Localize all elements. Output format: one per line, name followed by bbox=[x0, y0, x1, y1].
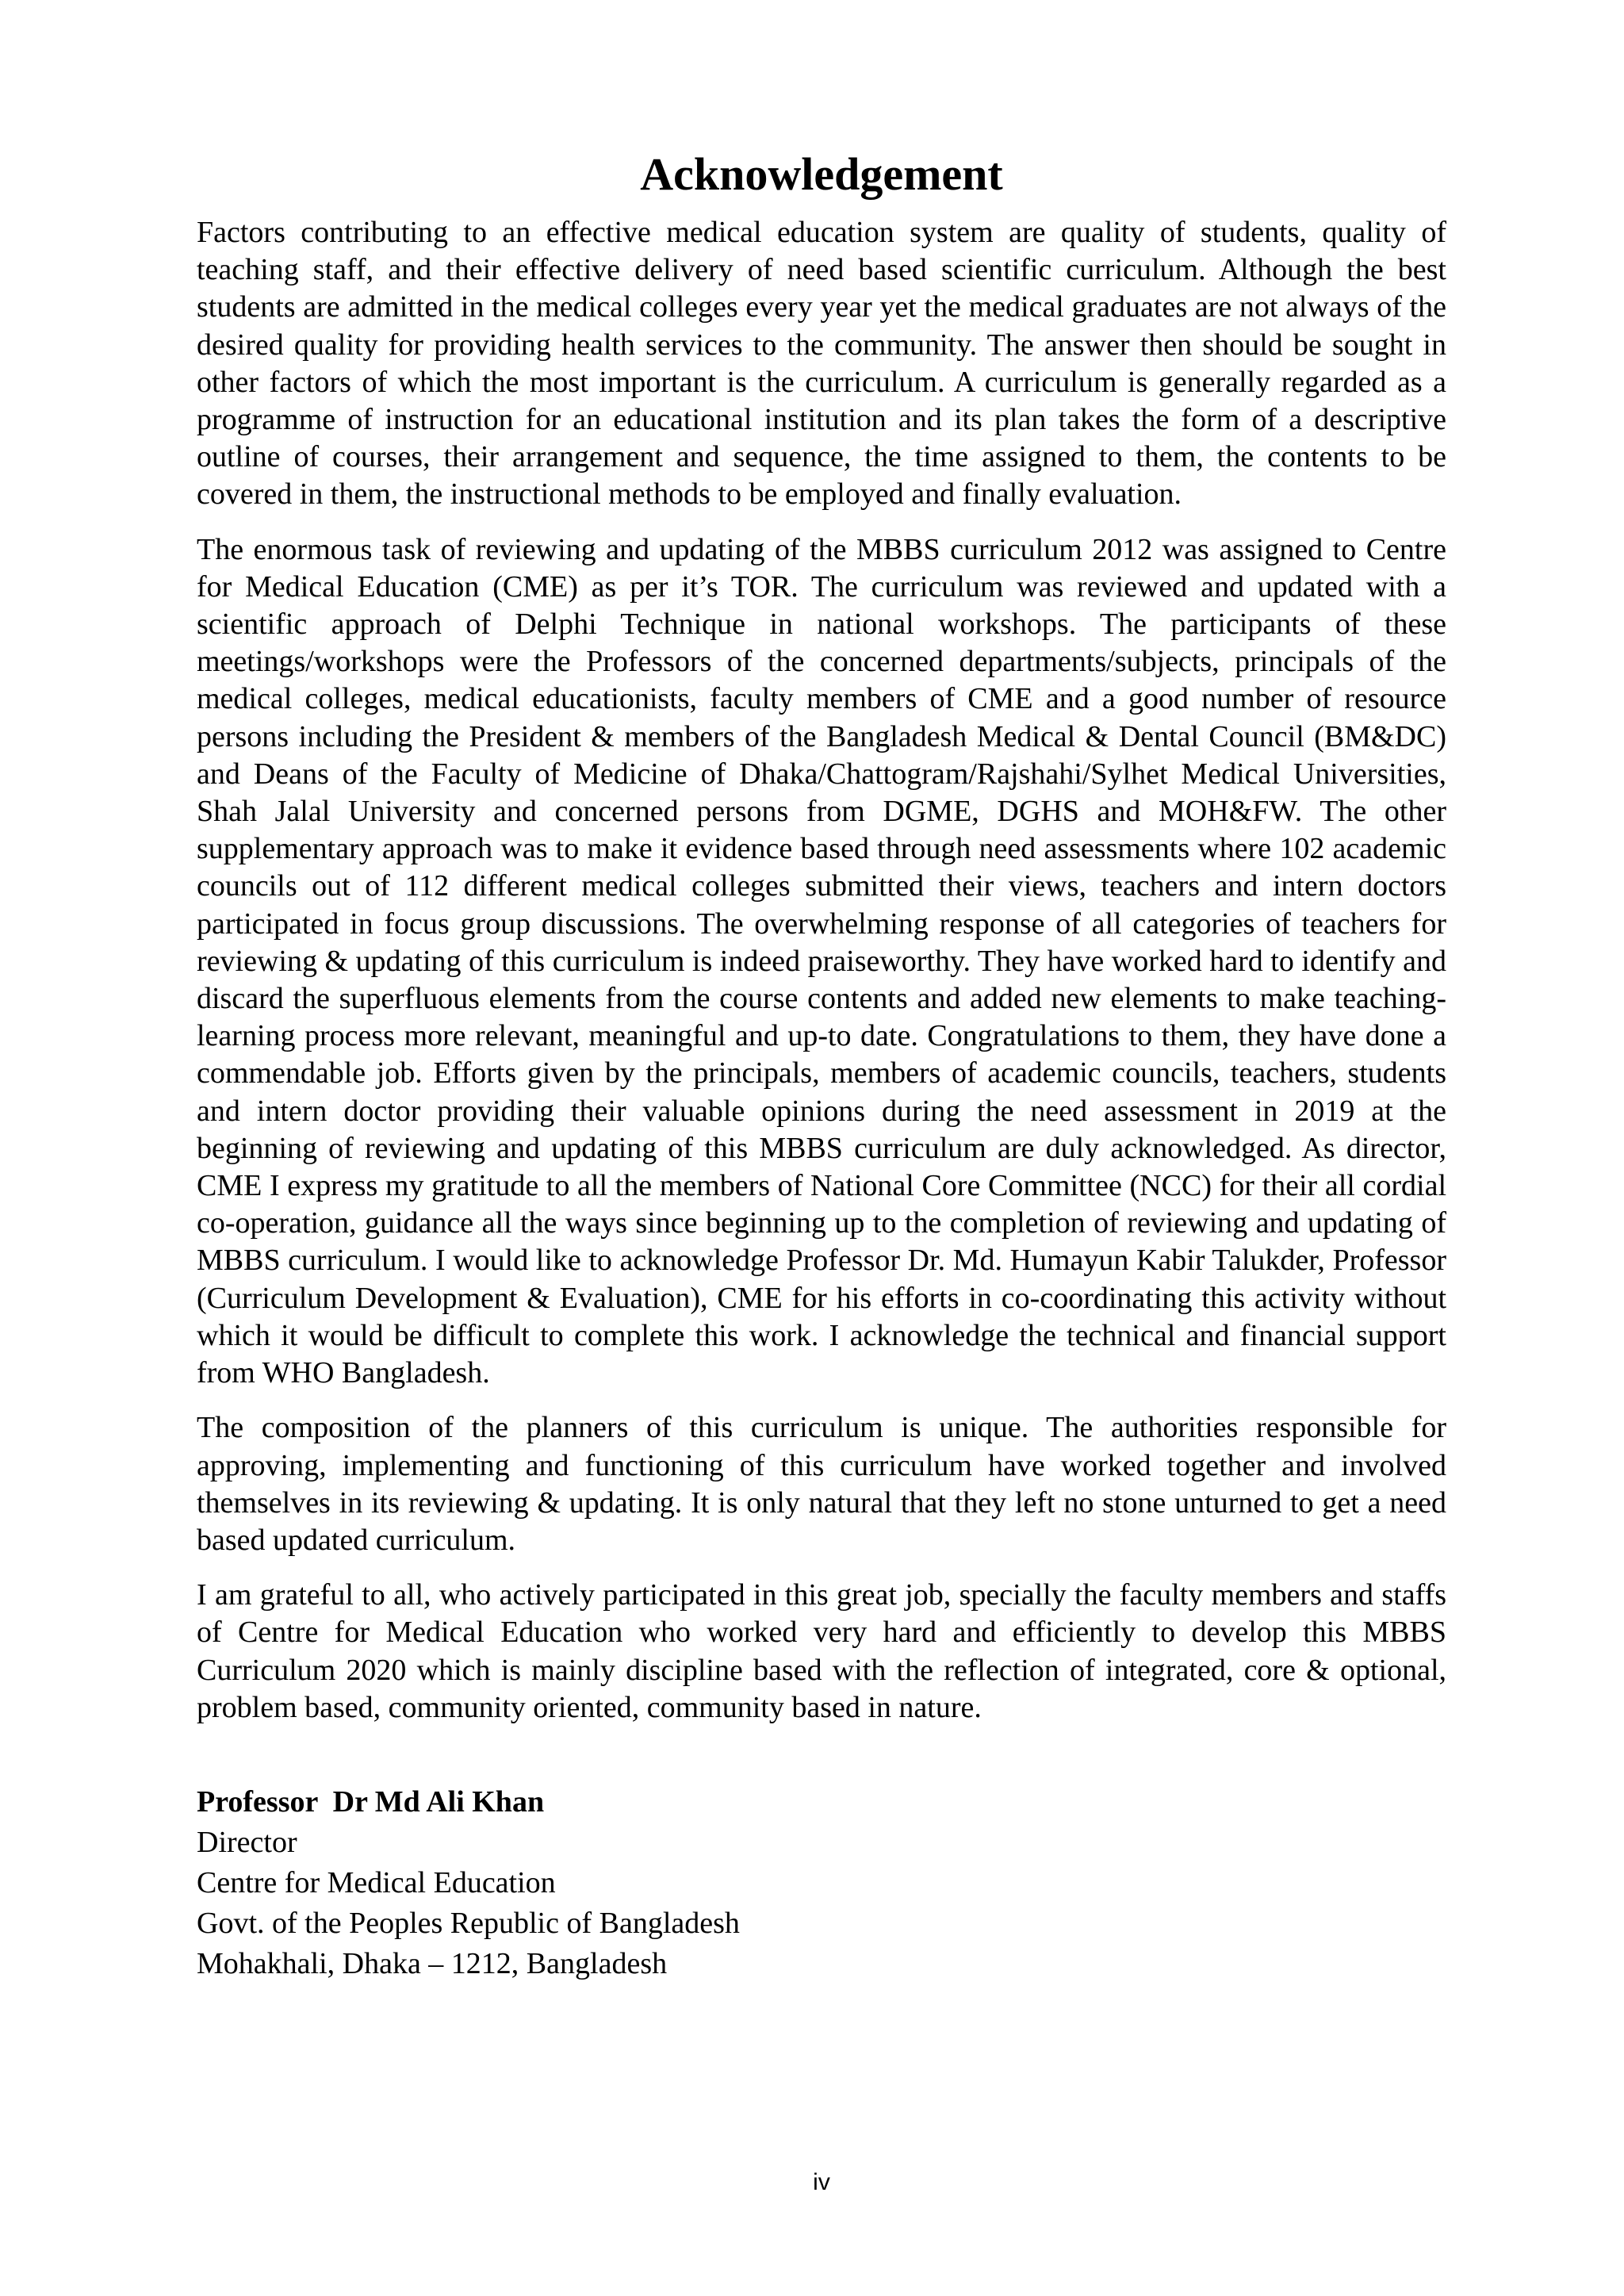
signatory-designation: Director bbox=[197, 1825, 297, 1859]
signatory-name: Professor Dr Md Ali Khan bbox=[197, 1784, 545, 1819]
page-title: Acknowledgement bbox=[640, 148, 1003, 200]
paragraph-2: The enormous task of reviewing and updating of the MBBS curriculum 2012 was assigned to Centre for Medical Education (CME) as per it’s TOR. The curriculum was reviewed and updated with a scientific approach of Delphi Technique in national workshops. The participants of these meetings/workshops were the Professors of the concerned departments/subjects, principals of the medical colleges, medical educationists, faculty members of CME and a good number of resource persons including the President & members of the Bangladesh Medical & Dental Council (BM&DC) and Deans of the Faculty of Medicine of Dhaka/Chattogram/Rajshahi/Sylhet Medical Universities, Shah Jalal University and concerned persons from DGME, DGHS and MOH&FW. The other supplementary approach was to make it evidence based through need assessments where 102 academic councils out of 112 different medical colleges submitted their views, teachers and intern doctors participated in focus group discussions. The overwhelming response of all categories of teachers for reviewing & updating of this curriculum is indeed praiseworthy. They have worked hard to identify and discard the superfluous elements from the course contents and added new elements to make teaching-learning process more relevant, meaningful and up-to date. Congratulations to them, they have done a commendable job. Efforts given by the principals, members of academic councils, teachers, students and intern doctor providing their valuable opinions during the need assessment in 2019 at the beginning of reviewing and updating of this MBBS curriculum are duly acknowledged. As director, CME I express my gratitude to all the members of National Core Committee (NCC) for their all cordial co-operation, guidance all the ways since beginning up to the completion of reviewing and updating of MBBS curriculum. I would like to acknowledge Professor Dr. Md. Humayun Kabir Talukder, Professor (Curriculum Development & Evaluation), CME for his efforts in co-coordinating this activity without which it would be difficult to complete this work. I acknowledge the technical and financial support from WHO Bangladesh. bbox=[197, 532, 1446, 1390]
document-page bbox=[197, 146, 1446, 1984]
signature-block bbox=[197, 1782, 1446, 1984]
signatory-address: Mohakhali, Dhaka – 1212, Bangladesh bbox=[197, 1946, 668, 1980]
paragraph-4: I am grateful to all, who actively participated in this great job, specially the faculty members and staffs of Centre for Medical Education who worked very hard and efficiently to develop this MBBS Curriculum 2020 which is mainly discipline based with the reflection of integrated, core & optional, problem based, community oriented, community based in nature. bbox=[197, 1578, 1446, 1724]
paragraph-3: The composition of the planners of this curriculum is unique. The authorities responsible for approving, implementing and functioning of this curriculum have worked together and involved themselves in its reviewing & updating. It is only natural that they left no stone unturned to get a need based updated curriculum. bbox=[197, 1411, 1446, 1557]
signatory-organization: Centre for Medical Education bbox=[197, 1865, 556, 1899]
paragraph-1: Factors contributing to an effective medical education system are quality of students, quality of teaching staff, and their effective delivery of need based scientific curriculum. Although the best students are admitted in the medical colleges every year yet the medical graduates are not always of the desired quality for providing health services to the community. The answer then should be sought in other factors of which the most important is the curriculum. A curriculum is generally regarded as a programme of instruction for an educational institution and its plan takes the form of a descriptive outline of courses, their arrangement and sequence, the time assigned to them, the contents to be covered in them, the instructional methods to be employed and finally evaluation. bbox=[197, 216, 1446, 512]
signatory-government: Govt. of the Peoples Republic of Bangladesh bbox=[197, 1906, 740, 1940]
page-number: iv bbox=[813, 2169, 830, 2195]
